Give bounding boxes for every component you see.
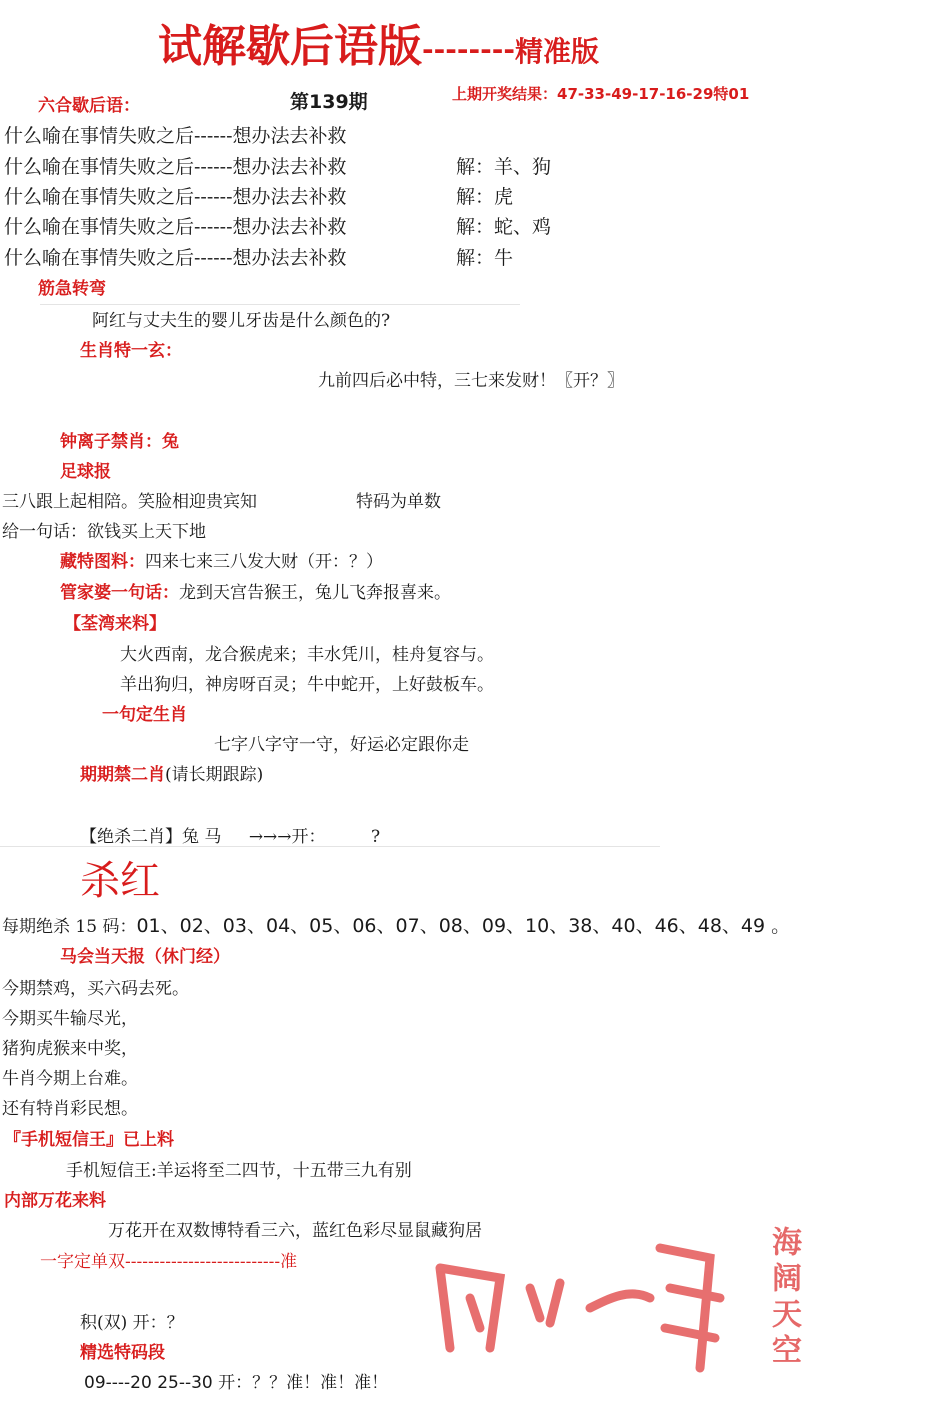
last-result xyxy=(452,84,749,104)
riddle-answer: 解：虎 xyxy=(456,186,514,208)
riddle-row xyxy=(4,155,552,179)
butler-text: 龙到天宫告猴王，兔儿飞奔报喜来。 xyxy=(179,583,451,603)
zhongli-label: 钟离子禁肖：兔 xyxy=(60,432,179,452)
single-double xyxy=(40,1251,297,1273)
horse-line: 今期禁鸡，买六码去死。 xyxy=(2,979,189,999)
calligraphy-watermark xyxy=(410,1228,740,1378)
ban-two-heading: 期期禁二肖 xyxy=(80,765,165,785)
quanwan-line1: 大火西南，龙合猴虎来；丰水凭川，桂舟复容与。 xyxy=(120,645,494,665)
horse-line: 猪狗虎猴来中奖， xyxy=(2,1039,138,1059)
riddle-row xyxy=(4,124,347,148)
cang-te-label: 藏特图料： xyxy=(60,552,145,572)
page-title xyxy=(158,20,599,79)
title-subtitle: 精准版 xyxy=(514,35,599,68)
cang-te xyxy=(60,551,383,573)
last-result-label: 上期开奖结果： xyxy=(452,85,558,103)
kill-red-title: 杀红 xyxy=(80,858,160,904)
horse-line: 今期买牛输尽光， xyxy=(2,1009,138,1029)
zodiac-riddle-heading: 生肖特一玄： xyxy=(80,341,182,361)
kill-two-label: 【绝杀二肖】兔 马 xyxy=(80,827,222,847)
riddle-answer: 解：牛 xyxy=(456,247,514,269)
riddle-question: 什么喻在事情失败之后------想办法去补救 xyxy=(4,125,347,147)
horse-line: 还有特肖彩民想。 xyxy=(2,1099,138,1119)
riddle-question: 什么喻在事情失败之后------想办法去补救 xyxy=(4,186,347,208)
brain-teaser-heading: 筋急转弯 xyxy=(38,279,106,299)
single-double-label: 一字定单双--------------------------- xyxy=(40,1252,281,1272)
liuhe-heading: 六合歇后语： xyxy=(38,96,140,116)
horse-heading: 马会当天报（休门经） xyxy=(60,947,230,967)
butler-label: 管家婆一句话： xyxy=(60,583,179,603)
football-line1: 三八跟上起相陪。笑脸相迎贵宾知 xyxy=(2,492,257,512)
football-heading: 足球报 xyxy=(60,462,111,482)
riddle-answer: 解：羊、狗 xyxy=(456,156,552,178)
kill-red-line xyxy=(2,915,790,938)
kill-two-result: ? xyxy=(370,827,381,847)
ban-two-note: (请长期跟踪) xyxy=(165,765,264,785)
butler xyxy=(60,582,451,604)
riddle-row xyxy=(4,185,514,209)
wanhua-text: 万花开在双数博特看三六，蓝红色彩尽显鼠藏狗居 xyxy=(108,1221,482,1241)
brain-teaser-question: 阿红与丈夫生的婴儿牙齿是什么颜色的? xyxy=(92,311,391,331)
one-sentence-text: 七字八字守一守，好运必定跟你走 xyxy=(214,735,469,755)
cang-te-text: 四来七来三八发大财（开：？） xyxy=(145,552,383,572)
quanwan-line2: 羊出狗归，神房呀百灵；牛中蛇开，上好鼓板车。 xyxy=(120,675,494,695)
quanwan-heading: 【荃湾来料】 xyxy=(64,614,166,634)
kill-red-numbers: 01、02、03、04、05、06、07、08、09、10、38、40、46、48、49 。 xyxy=(136,915,791,937)
horse-line: 牛肖今期上台难。 xyxy=(2,1069,138,1089)
single-double-end: 准 xyxy=(280,1252,298,1272)
sms-text: 手机短信王:羊运将至二四节，十五带三九有别 xyxy=(66,1161,412,1181)
last-result-value: 47-33-49-17-16-29特01 xyxy=(557,85,750,103)
title-dashes: -------- xyxy=(422,32,515,66)
football-line2: 给一句话：欲钱买上天下地 xyxy=(2,522,206,542)
kill-two xyxy=(80,826,380,848)
title-main: 试解歇后语版 xyxy=(158,21,422,72)
football-line1-tail: 特码为单数 xyxy=(356,492,441,512)
riddle-row xyxy=(4,215,552,239)
one-sentence-heading: 一句定生肖 xyxy=(102,705,187,725)
selected-text: 09----20 25--30 开：？？准！准！准！ xyxy=(84,1373,389,1393)
wanhua-heading: 内部万花来料 xyxy=(4,1191,106,1211)
kill-red-prefix: 每期绝杀 15 码： xyxy=(2,917,137,937)
period-number: 第139期 xyxy=(290,91,368,113)
kill-two-arrows: →→→开： xyxy=(248,827,326,847)
riddle-question: 什么喻在事情失败之后------想办法去补救 xyxy=(4,156,347,178)
zodiac-riddle-text: 九前四后必中特，三七来发财！〖开？〗 xyxy=(318,371,624,391)
riddle-answer: 解：蛇、鸡 xyxy=(456,216,552,238)
riddle-question: 什么喻在事情失败之后------想办法去补救 xyxy=(4,247,347,269)
vertical-stamp: 海阔天空 xyxy=(766,1226,801,1370)
selected-heading: 精选特码段 xyxy=(80,1343,165,1363)
riddle-question: 什么喻在事情失败之后------想办法去补救 xyxy=(4,216,347,238)
single-double-sub: 积(双) 开：？ xyxy=(80,1313,184,1333)
ban-two xyxy=(80,764,263,786)
sms-heading: 『手机短信王』已上料 xyxy=(4,1130,174,1150)
riddle-row xyxy=(4,246,514,270)
divider xyxy=(40,304,520,305)
